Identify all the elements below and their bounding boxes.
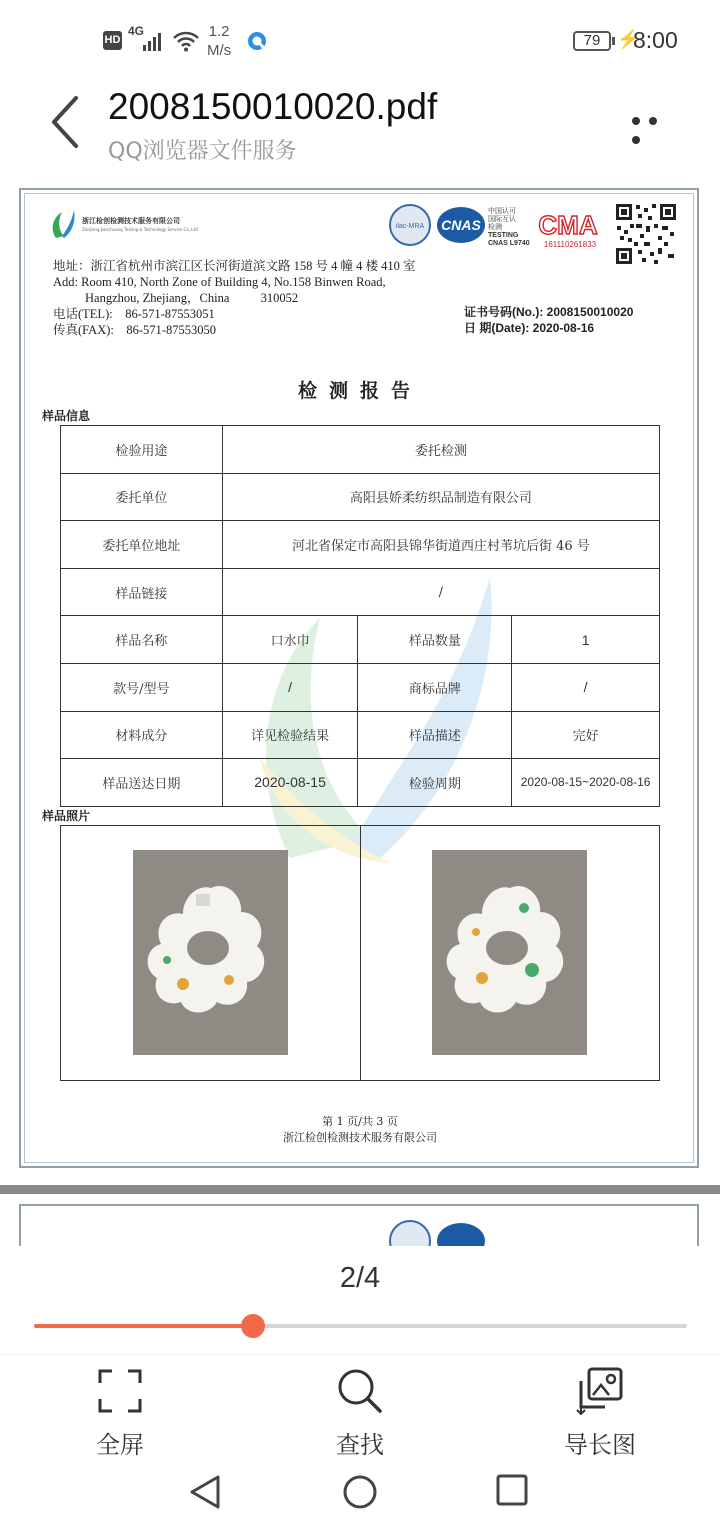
cell-value: 高阳县娇柔纺织品制造有限公司 bbox=[222, 473, 659, 521]
cma-icon bbox=[538, 210, 597, 249]
fullscreen-button[interactable] bbox=[60, 1367, 180, 1460]
svg-text:检测: 检测 bbox=[488, 223, 502, 231]
company-name: 浙江检创检测技术服务有限公司 bbox=[82, 217, 180, 225]
network-speed: 1.2 M/s bbox=[207, 23, 232, 59]
hd-badge: HD bbox=[103, 31, 122, 50]
long-image-icon bbox=[575, 1367, 625, 1415]
cell-label: 样品名称 bbox=[61, 616, 223, 664]
svg-text:TESTING: TESTING bbox=[488, 232, 519, 239]
cell-label: 商标品牌 bbox=[358, 663, 512, 711]
cell-label: 样品链接 bbox=[61, 568, 223, 616]
fullscreen-label: 全屏 bbox=[96, 1431, 144, 1459]
cell-value: 口水巾 bbox=[222, 616, 358, 664]
company-name-en: Zhejiang Jianchuang Testing & Technology Service Co.,Ltd bbox=[82, 227, 198, 232]
network-type: 4G bbox=[128, 24, 145, 38]
accreditation-logos bbox=[388, 203, 608, 253]
nav-recents-icon[interactable] bbox=[496, 1474, 528, 1506]
table-row bbox=[61, 473, 660, 521]
clock: 8:00 bbox=[633, 27, 678, 53]
cell-value: 河北省保定市高阳县锦华街道西庄村苇坑后街 46 号 bbox=[222, 521, 659, 569]
sample-photo bbox=[133, 850, 288, 1055]
cnas-icon bbox=[437, 207, 485, 243]
export-long-image-button[interactable] bbox=[540, 1367, 660, 1460]
report-date: 日 期(Date): 2020-08-16 bbox=[464, 321, 595, 335]
company-logo-icon bbox=[48, 208, 78, 240]
page-slider-fill bbox=[34, 1324, 253, 1328]
cell-label: 款号/型号 bbox=[61, 663, 223, 711]
page-number: 第 1 页/共 3 页 bbox=[322, 1115, 398, 1128]
cell-label: 委托单位 bbox=[61, 473, 223, 521]
table-row bbox=[61, 521, 660, 569]
certificate-info bbox=[464, 304, 633, 336]
sample-photo bbox=[432, 850, 587, 1055]
cell-value: / bbox=[512, 663, 660, 711]
footer-company: 浙江检创检测技术服务有限公司 bbox=[283, 1131, 437, 1144]
svg-text:中国认可: 中国认可 bbox=[488, 207, 516, 215]
find-button[interactable] bbox=[300, 1367, 420, 1460]
charging-icon: ⚡ bbox=[617, 29, 640, 49]
cell-value: 2020-08-15~2020-08-16 bbox=[512, 759, 660, 807]
page-separator bbox=[0, 1185, 720, 1194]
signal-icon bbox=[141, 30, 167, 52]
section-photos: 样品照片 bbox=[42, 809, 91, 823]
sample-photos bbox=[60, 825, 660, 1081]
table-row bbox=[61, 663, 660, 711]
cell-value: 委托检测 bbox=[222, 426, 659, 474]
pdf-page bbox=[0, 178, 720, 1185]
table-row bbox=[61, 568, 660, 616]
accreditation-logos bbox=[388, 1219, 608, 1246]
cell-label: 样品描述 bbox=[358, 711, 512, 759]
battery-indicator: 79 bbox=[573, 31, 611, 51]
svg-text:CNAS: CNAS bbox=[441, 217, 481, 233]
page-slider[interactable] bbox=[34, 1324, 687, 1328]
svg-text:CMA: CMA bbox=[538, 210, 598, 240]
find-label: 查找 bbox=[336, 1431, 384, 1459]
cell-value: 1 bbox=[512, 616, 660, 664]
table-row bbox=[61, 426, 660, 474]
svg-text:国际互认: 国际互认 bbox=[488, 215, 516, 223]
nav-back-icon[interactable] bbox=[188, 1474, 222, 1510]
system-nav-bar bbox=[0, 1454, 720, 1540]
pdf-viewer[interactable] bbox=[0, 178, 720, 1246]
wifi-icon bbox=[172, 30, 200, 52]
battery-tip bbox=[612, 37, 615, 45]
search-icon bbox=[336, 1367, 384, 1415]
cell-value: / bbox=[222, 568, 659, 616]
company-address: 地址：浙江省杭州市滨江区长河街道滨文路 158 号 4 幢 4 楼 410 室 Add: Room 410, North Zone of Building 4, No.158 Binwen Road, Hangzhou, Zhejiang，China 310052 电话(TEL): 86-571-87553051 传真(FAX): 86-571-87553050 bbox=[53, 259, 416, 337]
certificate-number: 证书号码(No.): 2008150010020 bbox=[464, 305, 634, 319]
nav-home-icon[interactable] bbox=[342, 1474, 378, 1510]
cell-label: 检验用途 bbox=[61, 426, 223, 474]
table-row bbox=[61, 616, 660, 664]
qq-browser-icon bbox=[246, 30, 268, 52]
cell-value: 2020-08-15 bbox=[222, 759, 358, 807]
svg-text:ilac-MRA: ilac-MRA bbox=[395, 223, 425, 230]
section-sample-info: 样品信息 bbox=[42, 409, 91, 423]
cell-label: 样品数量 bbox=[358, 616, 512, 664]
fullscreen-icon bbox=[96, 1367, 144, 1415]
status-bar bbox=[0, 0, 720, 80]
ilac-mra-icon bbox=[390, 205, 430, 245]
cell-value: 完好 bbox=[512, 711, 660, 759]
cell-value: / bbox=[222, 663, 358, 711]
sample-info-table bbox=[60, 425, 660, 807]
file-source: QQ浏览器文件服务 bbox=[108, 139, 297, 164]
cell-label: 委托单位地址 bbox=[61, 521, 223, 569]
back-chevron-icon[interactable] bbox=[44, 94, 84, 150]
page-footer bbox=[0, 1114, 720, 1146]
file-title: 2008150010020.pdf bbox=[108, 86, 438, 127]
table-row bbox=[61, 759, 660, 807]
page-slider-thumb[interactable] bbox=[241, 1314, 265, 1338]
svg-text:161110261833: 161110261833 bbox=[543, 240, 597, 249]
cell-label: 检验周期 bbox=[358, 759, 512, 807]
long-image-label: 导长图 bbox=[564, 1431, 636, 1459]
qr-code-icon bbox=[614, 202, 678, 266]
more-dots-icon[interactable] bbox=[632, 110, 682, 130]
cell-label: 材料成分 bbox=[61, 711, 223, 759]
report-title: 检测报告 bbox=[297, 380, 422, 402]
svg-text:CNAS L9740: CNAS L9740 bbox=[488, 240, 530, 247]
bottom-toolbar bbox=[0, 1354, 720, 1459]
pdf-page-next bbox=[0, 1194, 720, 1246]
bottom-panel bbox=[0, 1246, 720, 1540]
cell-label: 样品送达日期 bbox=[61, 759, 223, 807]
app-header bbox=[0, 80, 720, 178]
cell-value: 详见检验结果 bbox=[222, 711, 358, 759]
table-row bbox=[61, 711, 660, 759]
page-indicator: 2/4 bbox=[339, 1262, 381, 1294]
